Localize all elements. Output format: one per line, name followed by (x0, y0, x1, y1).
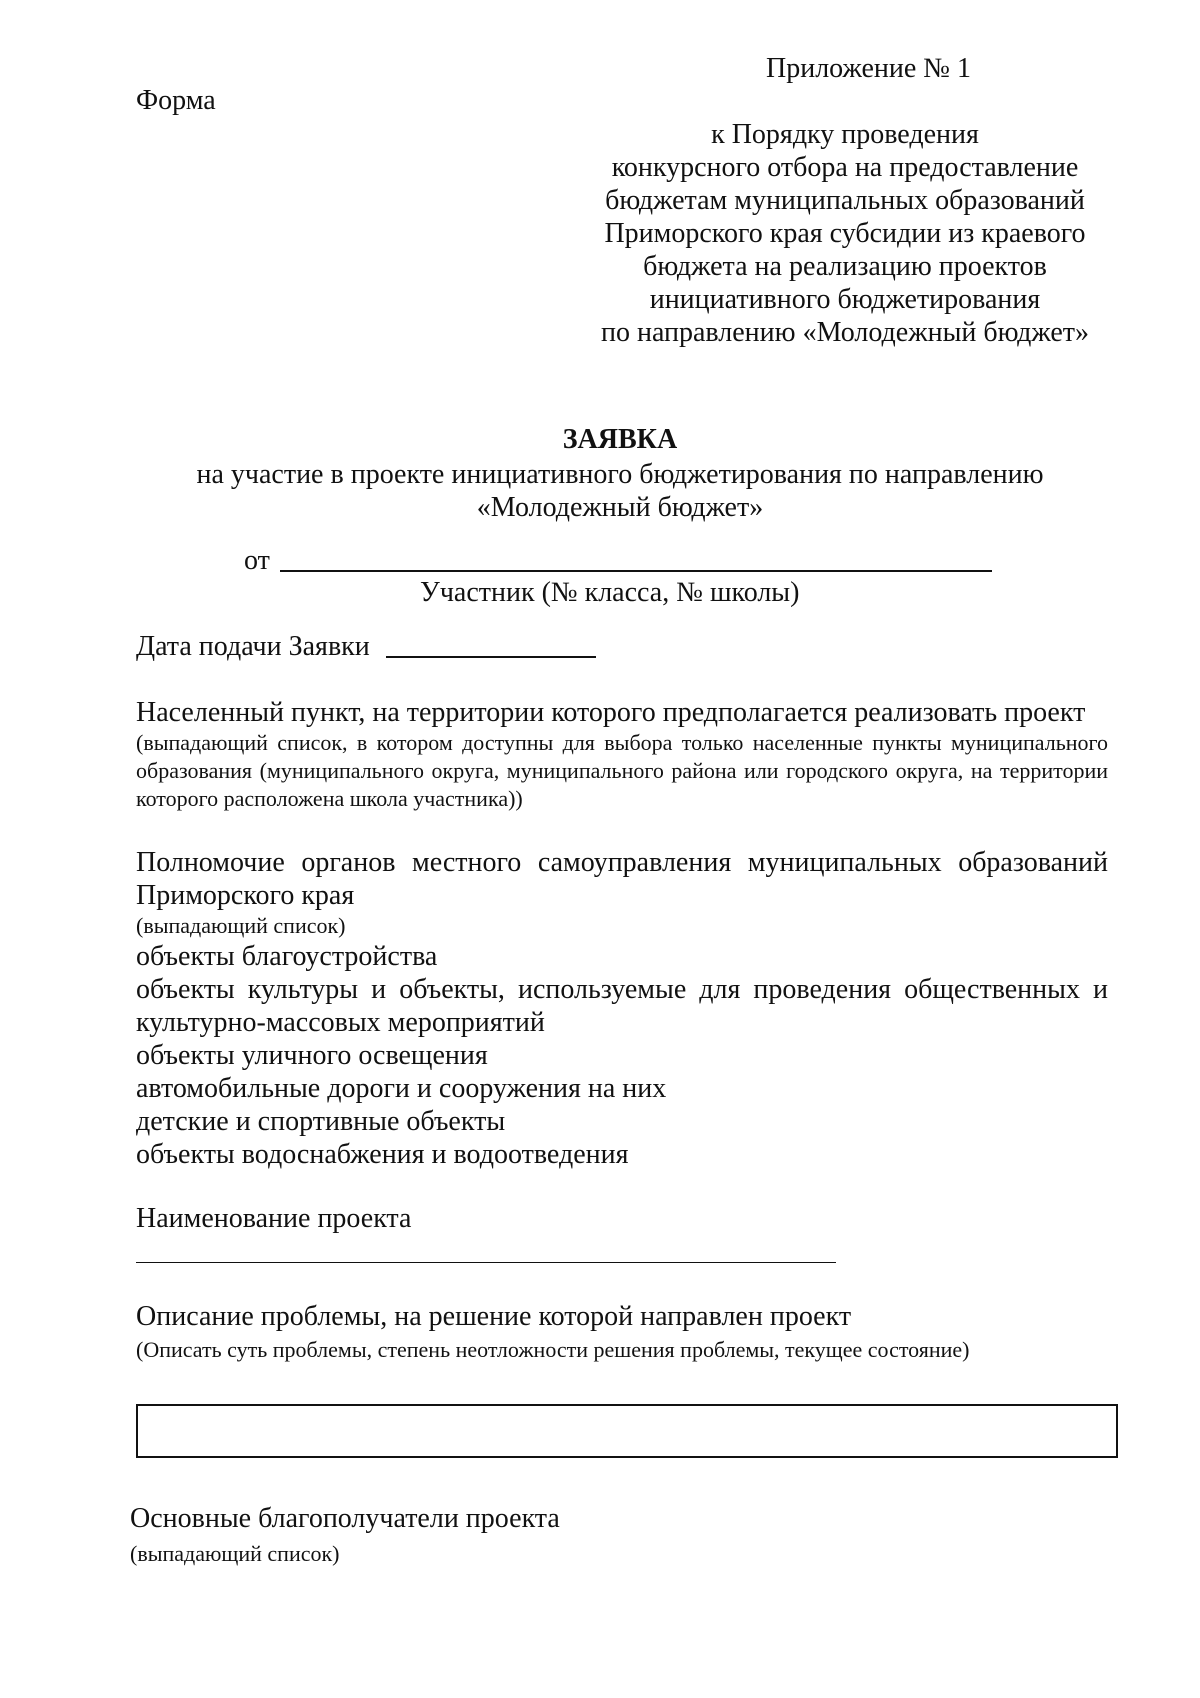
appendix-ref-line: Приморского края субсидии из краевого (604, 218, 1086, 249)
authority-section (136, 846, 1108, 1171)
appendix-number: Приложение № 1 (766, 53, 971, 84)
beneficiaries-hint: (выпадающий список) (130, 1541, 340, 1566)
authority-option[interactable]: объекты уличного освещения (136, 1040, 488, 1071)
authority-label: Полномочие органов местного самоуправления муниципальных образований Приморского края (136, 847, 1108, 911)
authority-option[interactable]: объекты благоустройства (136, 941, 438, 972)
authority-hint: (выпадающий список) (136, 913, 346, 938)
beneficiaries-label: Основные благополучатели проекта (130, 1503, 560, 1534)
appendix-ref-line: по направлению «Молодежный бюджет» (600, 317, 1089, 348)
settlement-label: Населенный пункт, на территории которого предполагается реализовать проект (136, 697, 1086, 728)
appendix-ref-line: бюджетам муниципальных образований (605, 185, 1085, 216)
appendix-ref-line: к Порядку проведения (711, 119, 979, 150)
form-label: Форма (136, 85, 216, 116)
participant-caption: Участник (№ класса, № школы) (420, 577, 800, 608)
submission-date-label: Дата подачи Заявки (136, 631, 370, 662)
project-name-label: Наименование проекта (136, 1203, 412, 1234)
appendix-ref-line: бюджета на реализацию проектов (643, 251, 1047, 282)
document-subtitle: на участие в проекте инициативного бюджетирования по направлению «Молодежный бюджет» (196, 459, 1044, 523)
project-name-field[interactable] (136, 1262, 836, 1263)
from-label: от (244, 545, 270, 576)
problem-description-field[interactable] (136, 1404, 1118, 1458)
appendix-reference (590, 118, 1100, 349)
appendix-ref-line: инициативного бюджетирования (649, 284, 1041, 315)
authority-option[interactable]: автомобильные дороги и сооружения на них (136, 1073, 667, 1104)
problem-label: Описание проблемы, на решение которой направлен проект (136, 1301, 852, 1332)
authority-option[interactable]: детские и спортивные объекты (136, 1106, 506, 1137)
settlement-section (136, 696, 1108, 813)
document-title: ЗАЯВКА (562, 424, 678, 455)
authority-option[interactable]: объекты культуры и объекты, используемые для проведения общественных и культурно-массовых мероприятий (136, 974, 1108, 1038)
submission-date-field[interactable] (386, 656, 596, 658)
settlement-hint: (выпадающий список, в котором доступны для выбора только населенные пункты муниципального образования (муниципального округа, муниципального района или городского округа, на территории которого расположена школа участника)) (136, 730, 1108, 811)
appendix-ref-line: конкурсного отбора на предоставление (611, 152, 1079, 183)
participant-field[interactable] (280, 570, 992, 572)
authority-option[interactable]: объекты водоснабжения и водоотведения (136, 1139, 629, 1170)
problem-hint: (Описать суть проблемы, степень неотложности решения проблемы, текущее состояние) (136, 1337, 970, 1362)
